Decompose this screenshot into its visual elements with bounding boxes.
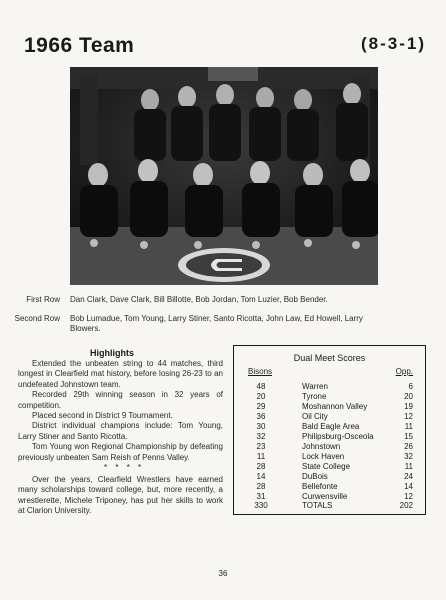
highlights-text <box>18 359 223 463</box>
opponent-name: Bellefonte <box>302 482 338 491</box>
opponent-score: 14 <box>404 482 413 491</box>
season-record: (8-3-1) <box>360 34 426 53</box>
totals-row <box>234 501 425 511</box>
bisons-score: 36 <box>256 412 266 421</box>
opponent-name: Philipsburg-Osceola <box>302 432 374 441</box>
caption-second-row-label: Second Row <box>14 314 60 323</box>
bisons-column-header: Bisons <box>248 367 273 376</box>
highlights-heading: Highlights <box>90 348 134 358</box>
caption-second-row <box>0 314 446 336</box>
caption-first-row-label: First Row <box>26 295 60 304</box>
opponent-score: 12 <box>404 412 413 421</box>
score-row <box>234 402 425 412</box>
bisons-score: 28 <box>256 482 266 491</box>
opponent-score: 26 <box>404 442 413 451</box>
opponent-score: 19 <box>404 402 413 411</box>
opponent-score: 20 <box>404 392 413 401</box>
opponent-name: Tyrone <box>302 392 327 401</box>
highlight-paragraph: Extended the unbeaten string to 44 matches, third longest in Clearfield mat history, before losing 26-23 to an undefeated Johnstown team. <box>18 359 223 389</box>
opponent-score: 11 <box>404 462 413 471</box>
opponent-name: Oil City <box>302 412 328 421</box>
score-row <box>234 462 425 472</box>
bisons-score: 30 <box>256 422 266 431</box>
opponent-name: Bald Eagle Area <box>302 422 360 431</box>
opponent-name: State College <box>302 462 351 471</box>
score-row <box>234 452 425 462</box>
opponent-score: 11 <box>404 422 413 431</box>
opponent-score: 6 <box>408 382 413 391</box>
bisons-score: 29 <box>256 402 266 411</box>
score-row <box>234 442 425 452</box>
opponent-score: 24 <box>404 472 413 481</box>
highlights-text-closing <box>18 475 223 517</box>
opponent-score: 12 <box>404 492 413 501</box>
bisons-score: 48 <box>256 382 266 391</box>
bisons-score: 23 <box>256 442 266 451</box>
opponent-score: 32 <box>404 452 413 461</box>
opponent-name: Curwensville <box>302 492 348 501</box>
bisons-score: 14 <box>256 472 266 481</box>
bisons-score: 20 <box>256 392 266 401</box>
score-row <box>234 412 425 422</box>
bisons-score: 28 <box>256 462 266 471</box>
caption-first-row-names: Dan Clark, Dave Clark, Bill Billotte, Bob Jordan, Tom Luzier, Bob Bender. <box>70 295 328 304</box>
score-row <box>234 482 425 492</box>
score-row <box>234 472 425 482</box>
dual-meet-scores-table <box>233 345 426 515</box>
highlight-paragraph: District individual champions include: Tom Young, Larry Stiner and Santo Ricotta. <box>18 421 223 441</box>
caption-second-row-names: Bob Lumadue, Tom Young, Larry Stiner, Santo Ricotta, John Law, Ed Howell, Larry Blowers. <box>70 314 363 333</box>
score-row <box>234 432 425 442</box>
highlight-paragraph: Over the years, Clearfield Wrestlers have earned many scholarships toward college, but, more recently, a wrestlerette, Michele Triponey, has put her skills to work at Clarion University. <box>18 475 223 516</box>
team-photo <box>70 67 378 285</box>
page-title: 1966 Team <box>24 34 135 57</box>
highlight-paragraph: Placed second in District 9 Tournament. <box>32 411 173 421</box>
opponent-score: 15 <box>404 432 413 441</box>
highlight-paragraph: Tom Young won Regional Championship by defeating previously unbeaten Sam Reish of Penns Valley. <box>18 442 223 462</box>
opponent-name: Moshannon Valley <box>302 402 368 411</box>
score-row <box>234 422 425 432</box>
opponent-name: Warren <box>302 382 328 391</box>
bisons-total: 330 <box>254 501 268 510</box>
opponent-name: Lock Haven <box>302 452 345 461</box>
score-row <box>234 392 425 402</box>
opponent-total: 202 <box>399 501 413 510</box>
bisons-score: 11 <box>256 452 266 461</box>
bisons-score: 31 <box>256 492 266 501</box>
bisons-score: 32 <box>256 432 266 441</box>
opponent-name: Johnstown <box>302 442 341 451</box>
highlight-paragraph: Recorded 29th winning season in 32 years of competition. <box>18 390 223 410</box>
score-row <box>234 382 425 392</box>
page-number: 36 <box>218 569 228 578</box>
totals-label: TOTALS <box>302 501 333 510</box>
opp-column-header: Opp. <box>395 367 413 376</box>
opponent-name: DuBois <box>302 472 328 481</box>
section-divider-stars: * * * * <box>104 463 145 472</box>
scores-title: Dual Meet Scores <box>293 353 366 363</box>
